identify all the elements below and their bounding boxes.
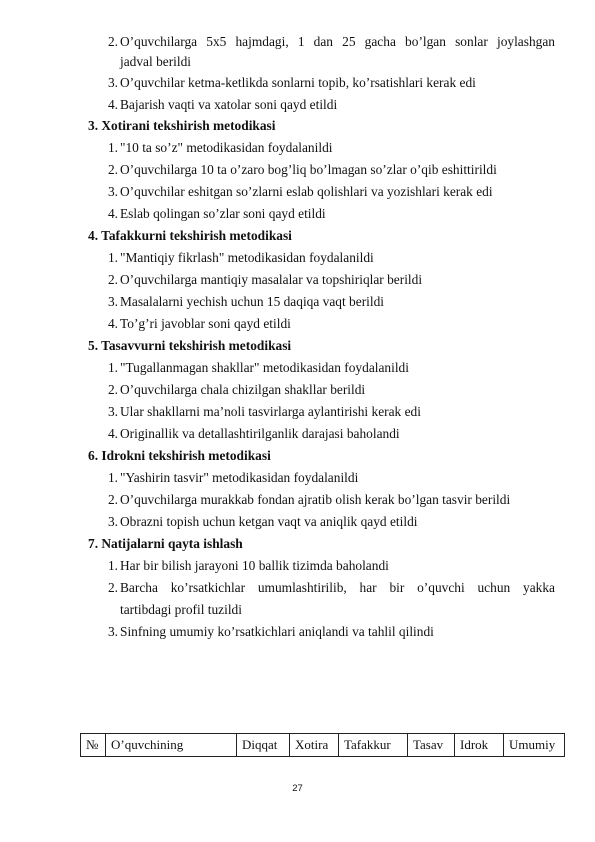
table-header-cell: Diqqat — [237, 734, 290, 757]
list-number: 3. — [107, 404, 118, 419]
list-number: 4. — [107, 316, 118, 331]
table-header-cell: № — [81, 734, 106, 757]
list-item-text: "Mantiqiy fikrlash" metodikasidan foydalanildi — [120, 250, 374, 265]
list-number: 3. — [107, 624, 118, 639]
list-number: 3. — [107, 294, 118, 309]
table-header-cell: Umumiy — [504, 734, 565, 757]
table-header-cell: Tafakkur — [339, 734, 408, 757]
word: bir — [389, 580, 405, 595]
word: sonlar — [455, 34, 488, 49]
word: har — [359, 580, 377, 595]
list-item-text: O’quvchilarga 10 ta o’zaro bog’liq bo’lmagan so’zlar o’qib eshittirildi — [120, 162, 497, 177]
list-item-text — [120, 32, 555, 52]
word: uchun — [477, 580, 511, 595]
list-number: 1. — [107, 250, 118, 265]
page-number: 27 — [292, 783, 303, 794]
list-item-text: O’quvchilarga chala chizilgan shakllar berildi — [120, 382, 366, 397]
section-heading: 7. Natijalarni qayta ishlash — [88, 536, 243, 551]
list-item-text: Eslab qolingan so’zlar soni qayd etildi — [120, 206, 326, 221]
results-table — [80, 733, 565, 757]
list-item-text: O’quvchilarga mantiqiy masalalar va topshiriqlar berildi — [120, 272, 423, 287]
word: bo’lgan — [405, 34, 446, 49]
list-item-text: "10 ta so’z" metodikasidan foydalanildi — [120, 140, 333, 155]
word: yakka — [523, 580, 555, 595]
list-number: 1. — [107, 360, 118, 375]
section-heading: 5. Tasavvurni tekshirish metodikasi — [88, 338, 292, 353]
word: ko’rsatkichlar — [170, 580, 246, 595]
list-number: 1. — [107, 140, 118, 155]
list-number: 3. — [107, 75, 118, 90]
word: dan — [313, 34, 333, 49]
section-heading: 3. Xotirani tekshirish metodikasi — [88, 118, 276, 133]
list-item-text: To’g’ri javoblar soni qayd etildi — [120, 316, 291, 331]
list-item-text — [120, 578, 555, 598]
word: umumlashtirilib, — [257, 580, 347, 595]
list-item-text: jadval berildi — [120, 54, 192, 69]
list-item-text: O’quvchilar eshitgan so’zlarni eslab qolishlari va yozishlari kerak edi — [120, 184, 493, 199]
word: Barcha — [120, 580, 158, 595]
list-number: 1. — [107, 558, 118, 573]
list-item-text: Har bir bilish jarayoni 10 ballik tizimda baholandi — [120, 558, 389, 573]
list-number: 4. — [107, 426, 118, 441]
table-header-row — [81, 734, 565, 757]
word: hajmdagi, — [235, 34, 289, 49]
section-heading: 4. Tafakkurni tekshirish metodikasi — [88, 228, 292, 243]
table-header-cell: O’quvchining — [106, 734, 237, 757]
section-heading: 6. Idrokni tekshirish metodikasi — [88, 448, 271, 463]
list-item-text: "Tugallanmagan shakllar" metodikasidan foydalanildi — [120, 360, 409, 375]
table-header-cell: Idrok — [455, 734, 504, 757]
list-item-text: Bajarish vaqti va xatolar soni qayd etildi — [120, 97, 338, 112]
list-number: 4. — [107, 206, 118, 221]
list-number: 4. — [107, 97, 118, 112]
list-item-text: Sinfning umumiy ko’rsatkichlari aniqlandi va tahlil qilindi — [120, 624, 434, 639]
list-item-text: "Yashirin tasvir" metodikasidan foydalanildi — [120, 470, 359, 485]
word: 5x5 — [206, 34, 227, 49]
table-header-cell: Xotira — [290, 734, 339, 757]
list-number: 2. — [107, 382, 118, 397]
list-item-text: Ular shakllarni ma’noli tasvirlarga aylantirishi kerak edi — [120, 404, 421, 419]
list-number: 2. — [107, 34, 118, 49]
word: gacha — [364, 34, 396, 49]
list-item-text: Originallik va detallashtirilganlik darajasi baholandi — [120, 426, 400, 441]
word: 25 — [342, 34, 356, 49]
list-number: 2. — [107, 162, 118, 177]
list-number: 3. — [107, 514, 118, 529]
list-number: 2. — [107, 580, 118, 595]
list-item-text: O’quvchilarga murakkab fondan ajratib olish kerak bo’lgan tasvir berildi — [120, 492, 511, 507]
list-item-text: Masalalarni yechish uchun 15 daqiqa vaqt berildi — [120, 294, 385, 309]
list-number: 3. — [107, 184, 118, 199]
list-number: 2. — [107, 272, 118, 287]
list-number: 2. — [107, 492, 118, 507]
word: 1 — [297, 34, 305, 49]
list-number: 1. — [107, 470, 118, 485]
list-item-text: O’quvchilar ketma-ketlikda sonlarni topib, ko’rsatishlari kerak edi — [120, 75, 476, 90]
word: O’quvchilarga — [120, 34, 198, 49]
word: o’quvchi — [417, 580, 465, 595]
word: joylashgan — [496, 34, 555, 49]
table-header-cell: Tasav — [408, 734, 455, 757]
list-item-text: tartibdagi profil tuzildi — [120, 602, 242, 617]
list-item-text: Obrazni topish uchun ketgan vaqt va aniqlik qayd etildi — [120, 514, 418, 529]
